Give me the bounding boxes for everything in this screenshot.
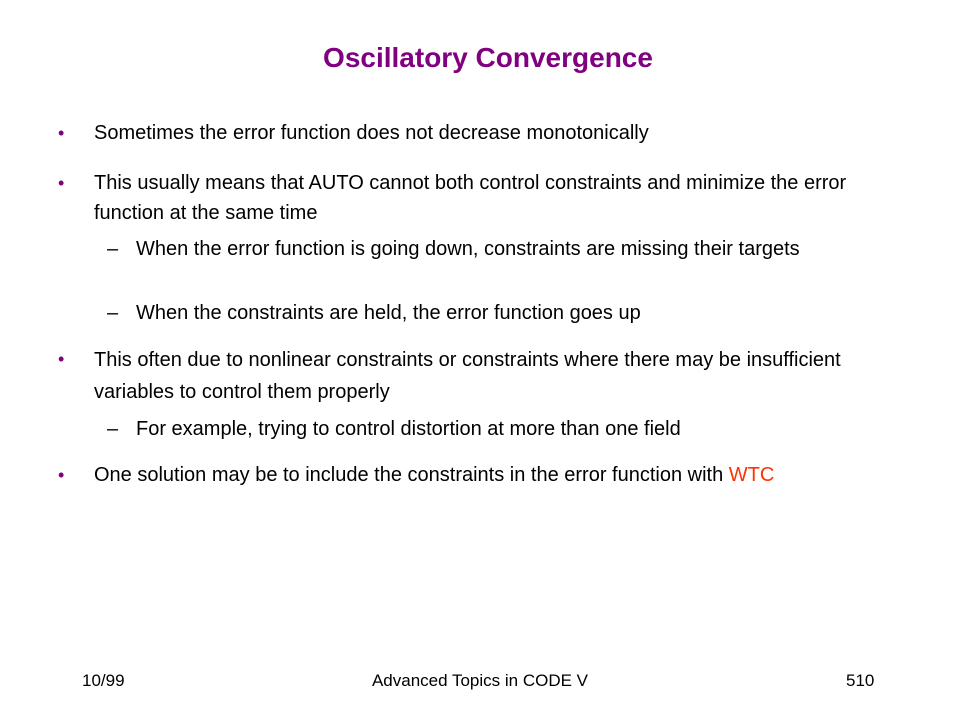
bullet-text-1: Sometimes the error function does not decrease monotonically — [94, 122, 649, 144]
footer-page-number: 510 — [846, 671, 875, 690]
bullet-text-2: This usually means that AUTO cannot both control constraints and minimize the error function at the same time — [94, 172, 847, 224]
sub-bullet-text-3-1: For example, trying to control distortion at more than one field — [136, 418, 681, 440]
wtc-highlight: WTC — [728, 464, 775, 486]
bullet-marker: • — [58, 465, 65, 485]
footer-course: Advanced Topics in CODE V — [371, 671, 589, 690]
sub-bullet-marker: – — [107, 238, 119, 260]
bullet-text-4 — [94, 460, 924, 490]
bullet-marker: • — [58, 173, 65, 193]
bullet-marker: • — [58, 349, 65, 369]
bullet-text-3: This often due to nonlinear constraints or constraints where there may be insufficient variables to control them properly — [94, 349, 841, 403]
sub-bullet-text-2-1: When the error function is going down, constraints are missing their targets — [136, 238, 800, 260]
bullet-text-4-main: One solution may be to include the constraints in the error function with — [94, 464, 729, 486]
slide-title: Oscillatory Convergence — [323, 42, 653, 73]
bullet-marker: • — [58, 123, 65, 143]
sub-bullet-text-2-2: When the constraints are held, the error function goes up — [136, 302, 641, 324]
footer-date: 10/99 — [82, 671, 125, 690]
sub-bullet-marker: – — [107, 418, 119, 440]
sub-bullet-marker: – — [107, 302, 119, 324]
